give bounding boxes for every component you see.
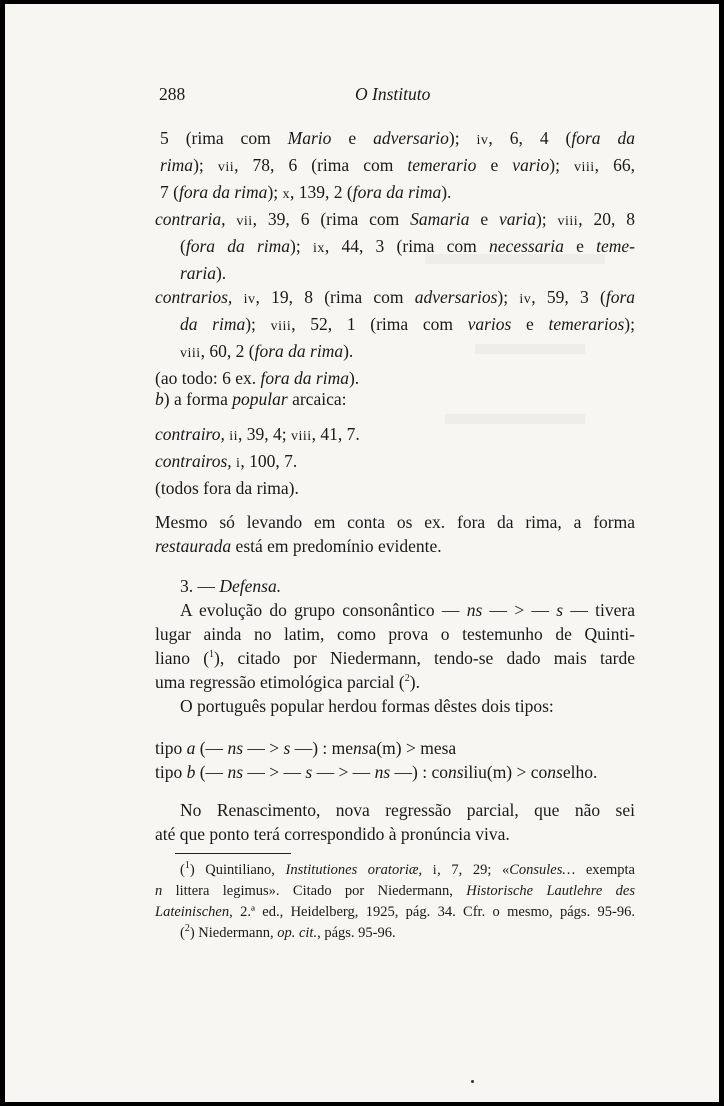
text-line: viii, 60, 2 (fora da rima). xyxy=(180,341,354,361)
footnote-2: ($^2$) Niedermann, op. cit., págs. 95-96. xyxy=(180,923,396,941)
section-b-entries xyxy=(155,422,635,500)
text-line: até que ponto terá correspondido à pronúncia viva. xyxy=(155,824,510,844)
tipo-a-line: tipo a (— ns — > s —) : mensa(m) > mesa xyxy=(155,738,457,758)
running-title: O Instituto xyxy=(355,84,431,104)
footnote-ref[interactable]: 2 xyxy=(404,673,410,685)
text-line: contrairos, i, 100, 7. xyxy=(155,451,298,471)
text-line: raria). xyxy=(180,263,227,283)
page-header xyxy=(155,82,635,106)
text-line: n littera legimus». Citado por Niedermann, Historische Lautlehre des xyxy=(155,883,635,899)
page-sheet xyxy=(5,4,719,1102)
section-b xyxy=(155,387,635,411)
text-line: (ao todo: 6 ex. fora da rima). xyxy=(155,368,360,388)
tipo-b-line: tipo b (— ns — > — s — > — ns —) : consiliu(m) > conselho. xyxy=(155,762,598,782)
text-line: Mesmo só levando em conta os ex. fora da rima, a forma xyxy=(155,512,635,532)
footnote-ref[interactable]: 1 xyxy=(209,649,215,661)
paragraph-renascimento xyxy=(155,798,635,846)
text-line: liano ($^1$), citado por Niedermann, tendo-se dado mais tarde xyxy=(155,648,635,668)
section-heading: 3. — Defensa. xyxy=(180,576,282,596)
text-line: contrarios, iv, 19, 8 (rima com adversarios); iv, 59, 3 (fora xyxy=(155,287,636,307)
text-line: (fora da rima); ix, 44, 3 (rima com necessaria e teme- xyxy=(180,236,635,256)
tipo-examples xyxy=(155,736,635,784)
ink-speck xyxy=(471,1080,474,1083)
text-line: O português popular herdou formas dêstes dois tipos: xyxy=(180,696,554,716)
page-number: 288 xyxy=(159,84,186,104)
text-line: 7 (fora da rima); x, 139, 2 (fora da rima). xyxy=(160,182,452,202)
text-line: contrairo, ii, 39, 4; viii, 41, 7. xyxy=(155,424,360,444)
text-line: rima); vii, 78, 6 (rima com temerario e vario); viii, 66, xyxy=(160,155,635,175)
text-line: lugar ainda no latim, como prova o testemunho de Quinti- xyxy=(155,624,635,644)
footnote-1: ($^1$) Quintiliano, Institutiones oratoriæ, i, 7, 29; «Consules… exempta xyxy=(180,860,635,878)
text-line: da rima); viii, 52, 1 (rima com varios e temerarios); xyxy=(180,314,635,334)
text-line: uma regressão etimológica parcial ($^2$). xyxy=(155,672,420,692)
section-b-intro: b) a forma popular arcaica: xyxy=(155,389,347,409)
text-line: 5 (rima com Mario e adversario); iv, 6, 4 (fora da xyxy=(160,128,635,148)
text-line: contraria, vii, 39, 6 (rima com Samaria e varia); viii, 20, 8 xyxy=(155,209,635,229)
text-line: Lateinischen, 2.ª ed., Heidelberg, 1925, pág. 34. Cfr. o mesmo, págs. 95-96. xyxy=(155,904,635,920)
paragraph-mesmo xyxy=(155,510,635,558)
text-line: restaurada está em predomínio evidente. xyxy=(155,536,442,556)
text-line: A evolução do grupo consonântico — ns — > — s — tivera xyxy=(180,600,635,620)
text-line: No Renascimento, nova regressão parcial, que não sei xyxy=(180,800,635,820)
text-line: (todos fora da rima). xyxy=(155,478,299,498)
footnotes xyxy=(155,860,635,944)
entries-block xyxy=(155,126,635,390)
footnote-rule xyxy=(175,853,291,854)
section-3 xyxy=(155,574,635,718)
